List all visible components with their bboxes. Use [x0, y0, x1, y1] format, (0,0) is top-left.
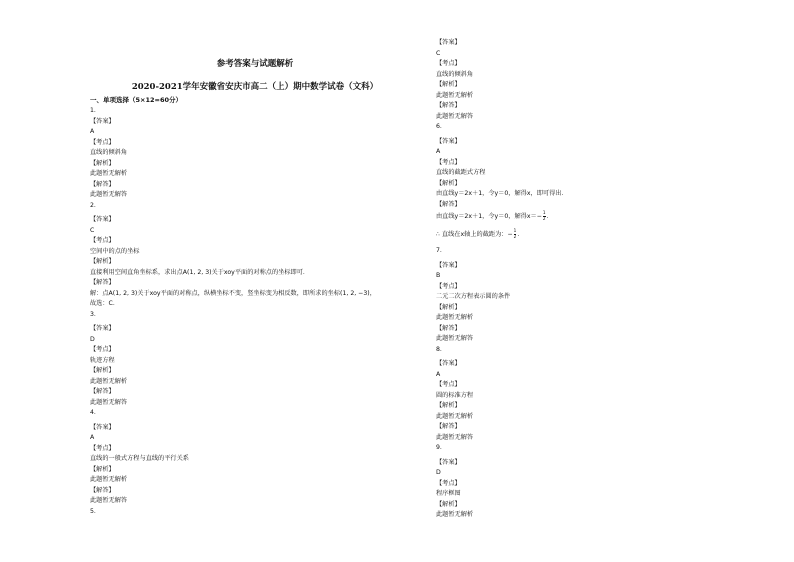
point-label: 【考点】 — [90, 138, 115, 146]
fraction-numerator: 1 — [542, 210, 546, 216]
analysis-label: 【解析】 — [436, 303, 461, 311]
conclusion-formula — [436, 228, 736, 242]
point-label: 【考点】 — [436, 60, 461, 67]
solution-label: 【解答】 — [90, 388, 115, 395]
question-number: 6. — [436, 123, 442, 130]
solution-label: 【解答】 — [436, 200, 461, 208]
minus-sign: − — [536, 213, 542, 220]
solution-label: 【解答】 — [90, 486, 115, 494]
answer-value: A — [90, 434, 95, 441]
point-value: 轨迹方程 — [90, 356, 115, 364]
answer-label: 【答案】 — [436, 360, 461, 367]
point-value: 直线的截距式方程 — [436, 169, 486, 176]
question-number: 2. — [90, 201, 96, 209]
solution-value: 此题暂无解答 — [90, 497, 128, 504]
exam-title: 2020-2021学年安徽省安庆市高二（上）期中数学试卷（文科） — [131, 82, 379, 92]
answer-value: B — [436, 272, 441, 279]
answer-value: D — [436, 469, 441, 476]
analysis-label: 【解析】 — [90, 367, 115, 374]
answer-label: 【答案】 — [90, 325, 115, 332]
question-number: 9. — [436, 444, 442, 451]
answer-value: D — [90, 335, 95, 343]
question-number: 8. — [436, 345, 442, 353]
solution-value: 此题暂无解答 — [436, 335, 474, 342]
answer-value: A — [90, 128, 95, 135]
fraction — [543, 211, 546, 221]
conclusion-text: ∴ 直线在x轴上的截距为： — [436, 231, 508, 238]
solution-label: 【解答】 — [436, 102, 461, 109]
solution-value: 故选：C． — [90, 300, 120, 307]
question-number: 5. — [90, 507, 96, 515]
conclusion-text-end: ． — [517, 231, 524, 238]
answer-label: 【答案】 — [436, 137, 461, 145]
point-label: 【考点】 — [436, 381, 461, 388]
solution-label: 【解答】 — [90, 279, 115, 286]
solution-label: 【解答】 — [436, 324, 461, 332]
section-heading: 一、单项选择（5×12=60分） — [90, 96, 183, 104]
analysis-value: 此题暂无解析 — [436, 412, 474, 420]
point-label: 【考点】 — [436, 479, 461, 487]
point-label: 【考点】 — [90, 237, 115, 244]
question-number: 4. — [90, 409, 96, 416]
document-title: 参考答案与试题解析 — [216, 59, 294, 69]
answer-value: A — [436, 370, 441, 378]
answer-value: C — [436, 49, 441, 57]
minus-sign: − — [507, 231, 513, 238]
fraction-denominator: 2 — [542, 215, 546, 221]
solution-text: 由直线y＝2x＋1，令y＝0，解得x＝ — [436, 213, 537, 220]
analysis-label: 【解析】 — [90, 465, 115, 473]
solution-value: 此题暂无解答 — [90, 191, 128, 198]
answer-label: 【答案】 — [436, 458, 461, 466]
solution-value: 解：点A(1, 2, 3)关于xoy平面的对称点，纵横坐标不变，竖坐标变为相反数，即所求的坐标(1, 2, −3)， — [90, 289, 376, 297]
answer-label: 【答案】 — [90, 117, 115, 125]
fraction-denominator: 2 — [513, 233, 517, 239]
analysis-value: 此题暂无解析 — [90, 377, 128, 385]
solution-value: 此题暂无解答 — [90, 398, 128, 406]
analysis-value: 直接利用空间直角坐标系，求出点A(1, 2, 3)关于xoy平面的对称点的坐标即可． — [90, 268, 310, 276]
analysis-value: 此题暂无解析 — [436, 511, 474, 518]
solution-value: 此题暂无解答 — [436, 433, 474, 441]
analysis-label: 【解析】 — [436, 81, 461, 88]
left-column — [90, 106, 420, 517]
solution-formula — [436, 210, 736, 224]
analysis-label: 【解析】 — [436, 179, 461, 187]
point-value: 空间中的点的坐标 — [90, 247, 140, 255]
analysis-value: 由直线y＝2x＋1，令y＝0，解得x，即可得出． — [436, 190, 568, 197]
point-value: 直线的倾斜角 — [436, 70, 474, 78]
analysis-value: 此题暂无解析 — [436, 91, 474, 99]
answer-value: C — [90, 226, 95, 234]
point-value: 直线的一般式方程与直线的平行关系 — [90, 455, 189, 462]
answer-label: 【答案】 — [90, 423, 115, 431]
analysis-value: 此题暂无解析 — [90, 170, 128, 177]
point-label: 【考点】 — [90, 346, 115, 353]
answer-value: A — [436, 148, 441, 155]
solution-label: 【解答】 — [436, 423, 461, 430]
question-number: 1. — [90, 107, 96, 114]
answer-label: 【答案】 — [436, 39, 461, 46]
solution-value: 此题暂无解答 — [436, 112, 474, 120]
solution-text-end: ． — [546, 213, 553, 220]
analysis-value: 此题暂无解析 — [436, 314, 474, 321]
question-number: 7. — [436, 247, 442, 254]
point-value: 程序框图 — [436, 490, 461, 497]
solution-label: 【解答】 — [90, 180, 115, 188]
point-value: 直线的倾斜角 — [90, 149, 128, 156]
point-value: 圆的标准方程 — [436, 391, 474, 399]
analysis-label: 【解析】 — [436, 500, 461, 508]
answer-label: 【答案】 — [90, 216, 115, 223]
point-label: 【考点】 — [436, 158, 461, 166]
analysis-label: 【解析】 — [436, 402, 461, 409]
analysis-label: 【解析】 — [90, 258, 115, 265]
analysis-value: 此题暂无解析 — [90, 476, 128, 483]
point-value: 二元二次方程表示圆的条件 — [436, 293, 511, 300]
fraction — [514, 229, 517, 239]
analysis-label: 【解析】 — [90, 159, 115, 167]
fraction-numerator: 1 — [513, 228, 517, 234]
point-label: 【考点】 — [90, 444, 115, 452]
question-number: 3. — [90, 310, 96, 318]
right-column — [436, 38, 736, 521]
point-label: 【考点】 — [436, 282, 461, 290]
answer-label: 【答案】 — [436, 261, 461, 269]
